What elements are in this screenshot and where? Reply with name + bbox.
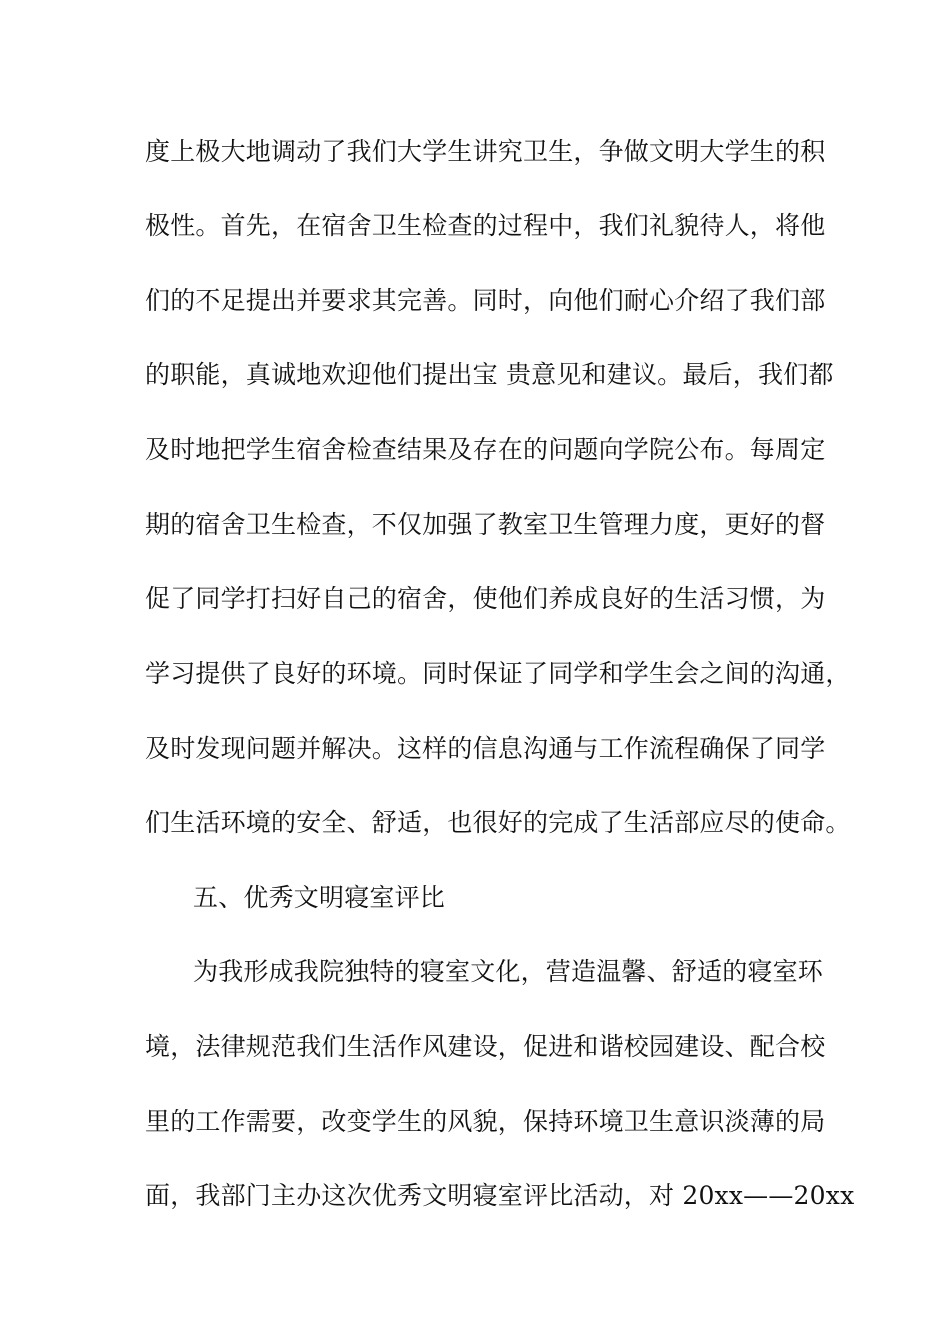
text-line-7: 促了同学打扫好自己的宿舍，使他们养成良好的生活习惯，为 [145,584,826,613]
section-heading: 五、优秀文明寝室评比 [193,883,446,912]
text-line-1: 度上极大地调动了我们大学生讲究卫生，争做文明大学生的积 [145,137,826,166]
text-line-4: 的职能，真诚地欢迎他们提出宝 贵意见和建议。最后，我们都 [145,360,834,389]
text-line-6: 期的宿舍卫生检查，不仅加强了教室卫生管理力度，更好的督 [145,510,826,539]
text-line-8: 学习提供了良好的环境。同时保证了同学和学生会之间的沟通， [145,659,851,688]
paragraph2-line-3: 里的工作需要，改变学生的风貌，保持环境卫生意识淡薄的局 [145,1107,826,1136]
text-line-10: 们生活环境的安全、舒适，也很好的完成了生活部应尽的使命。 [145,808,851,837]
paragraph2-line-4: 面，我部门主办这次优秀文明寝室评比活动，对 20xx——20xx [145,1181,855,1210]
paragraph2-line-2: 境，法律规范我们生活作风建设，促进和谐校园建设、配合校 [145,1032,826,1061]
text-line-5: 及时地把学生宿舍检查结果及存在的问题向学院公布。每周定 [145,435,826,464]
text-line-2: 极性。首先，在宿舍卫生检查的过程中，我们礼貌待人，将他 [145,211,826,240]
text-line-9: 及时发现问题并解决。这样的信息沟通与工作流程确保了同学 [145,734,826,763]
text-line-3: 们的不足提出并要求其完善。同时，向他们耐心介绍了我们部 [145,286,826,315]
paragraph2-line-1: 为我形成我院独特的寝室文化，营造温馨、舒适的寝室环 [193,957,824,986]
